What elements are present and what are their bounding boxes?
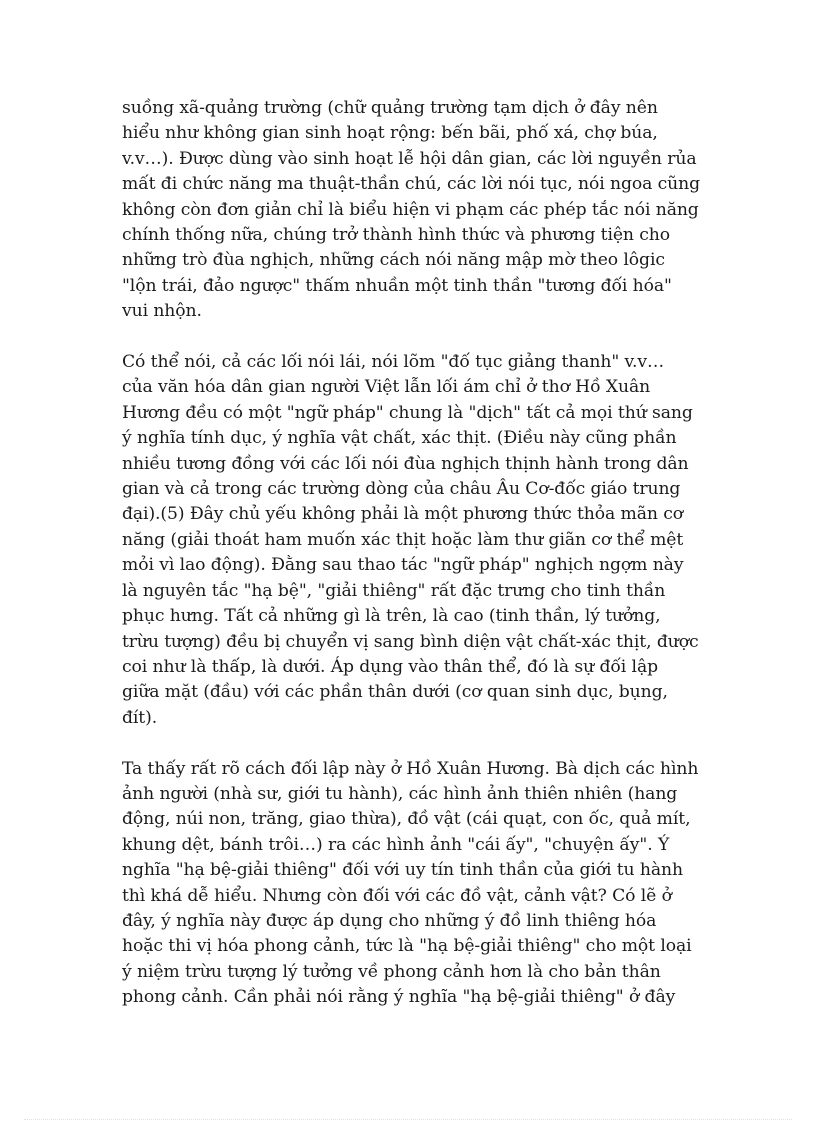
paragraph-2: Có thể nói, cả các lối nói lái, nói lõm "đố tục giảng thanh" v.v… của văn hóa dân gian người Việt lẫn lối ám chỉ ở thơ Hồ Xuân Hương đều có một "ngữ pháp" chung là "dịch" tất cả mọi thứ sang ý nghĩa tính dục, ý nghĩa vật chất, xác thịt. (Điều này cũng phần nhiều tương đồng với các lối nói đùa nghịch thịnh hành trong dân gian và cả trong các trường dòng của châu Âu Cơ-đốc giáo trung đại).(5) Đây chủ yếu không phải là một phương thức thỏa mãn cơ năng (giải thoát ham muốn xác thịt hoặc làm thư giãn cơ thể mệt mỏi vì lao động). Đằng sau thao tác "ngữ pháp" nghịch ngợm này là nguyên tắc "hạ bệ", "giải thiêng" rất đặc trưng cho tinh thần phục hưng. Tất cả những gì là trên, là cao (tinh thần, lý tưởng, trừu tượng) đều bị chuyển vị sang bình diện vật chất-xác thịt, được coi như là thấp, là dưới. Áp dụng vào thân thể, đó là sự đối lập giữa mặt (đầu) với các phần thân dưới (cơ quan sinh dục, bụng, đít). — [122, 352, 699, 728]
paragraph-1: suồng xã-quảng trường (chữ quảng trường tạm dịch ở đây nên hiểu như không gian sinh hoạt rộng: bến bãi, phố xá, chợ búa, v.v…). Được dùng vào sinh hoạt lễ hội dân gian, các lời nguyền rủa mất đi chức năng ma thuật-thần chú, các lời nói tục, nói ngoa cũng không còn đơn giản chỉ là biểu hiện vi phạm các phép tắc nói năng chính thống nữa, chúng trở thành hình thức và phương tiện cho những trò đùa nghịch, những cách nói năng mập mờ theo lôgic "lộn trái, đảo ngược" thấm nhuần một tinh thần "tương đối hóa" vui nhộn. — [122, 98, 700, 322]
page-bottom-edge — [24, 1119, 792, 1120]
body-text — [122, 96, 700, 1036]
paragraph-3: Ta thấy rất rõ cách đối lập này ở Hồ Xuân Hương. Bà dịch các hình ảnh người (nhà sư, giới tu hành), các hình ảnh thiên nhiên (hang động, núi non, trăng, giao thừa), đồ vật (cái quạt, con ốc, quả mít, khung dệt, bánh trôi…) ra các hình ảnh "cái ấy", "chuyện ấy". Ý nghĩa "hạ bệ-giải thiêng" đối với uy tín tinh thần của giới tu hành thì khá dễ hiểu. Nhưng còn đối với các đồ vật, cảnh vật? Có lẽ ở đây, ý nghĩa này được áp dụng cho những ý đồ linh thiêng hóa hoặc thi vị hóa phong cảnh, tức là "hạ bệ-giải thiêng" cho một loại ý niệm trừu tượng lý tưởng về phong cảnh hơn là cho bản thân phong cảnh. Cần phải nói rằng ý nghĩa "hạ bệ-giải thiêng" ở đây — [122, 758, 699, 1008]
